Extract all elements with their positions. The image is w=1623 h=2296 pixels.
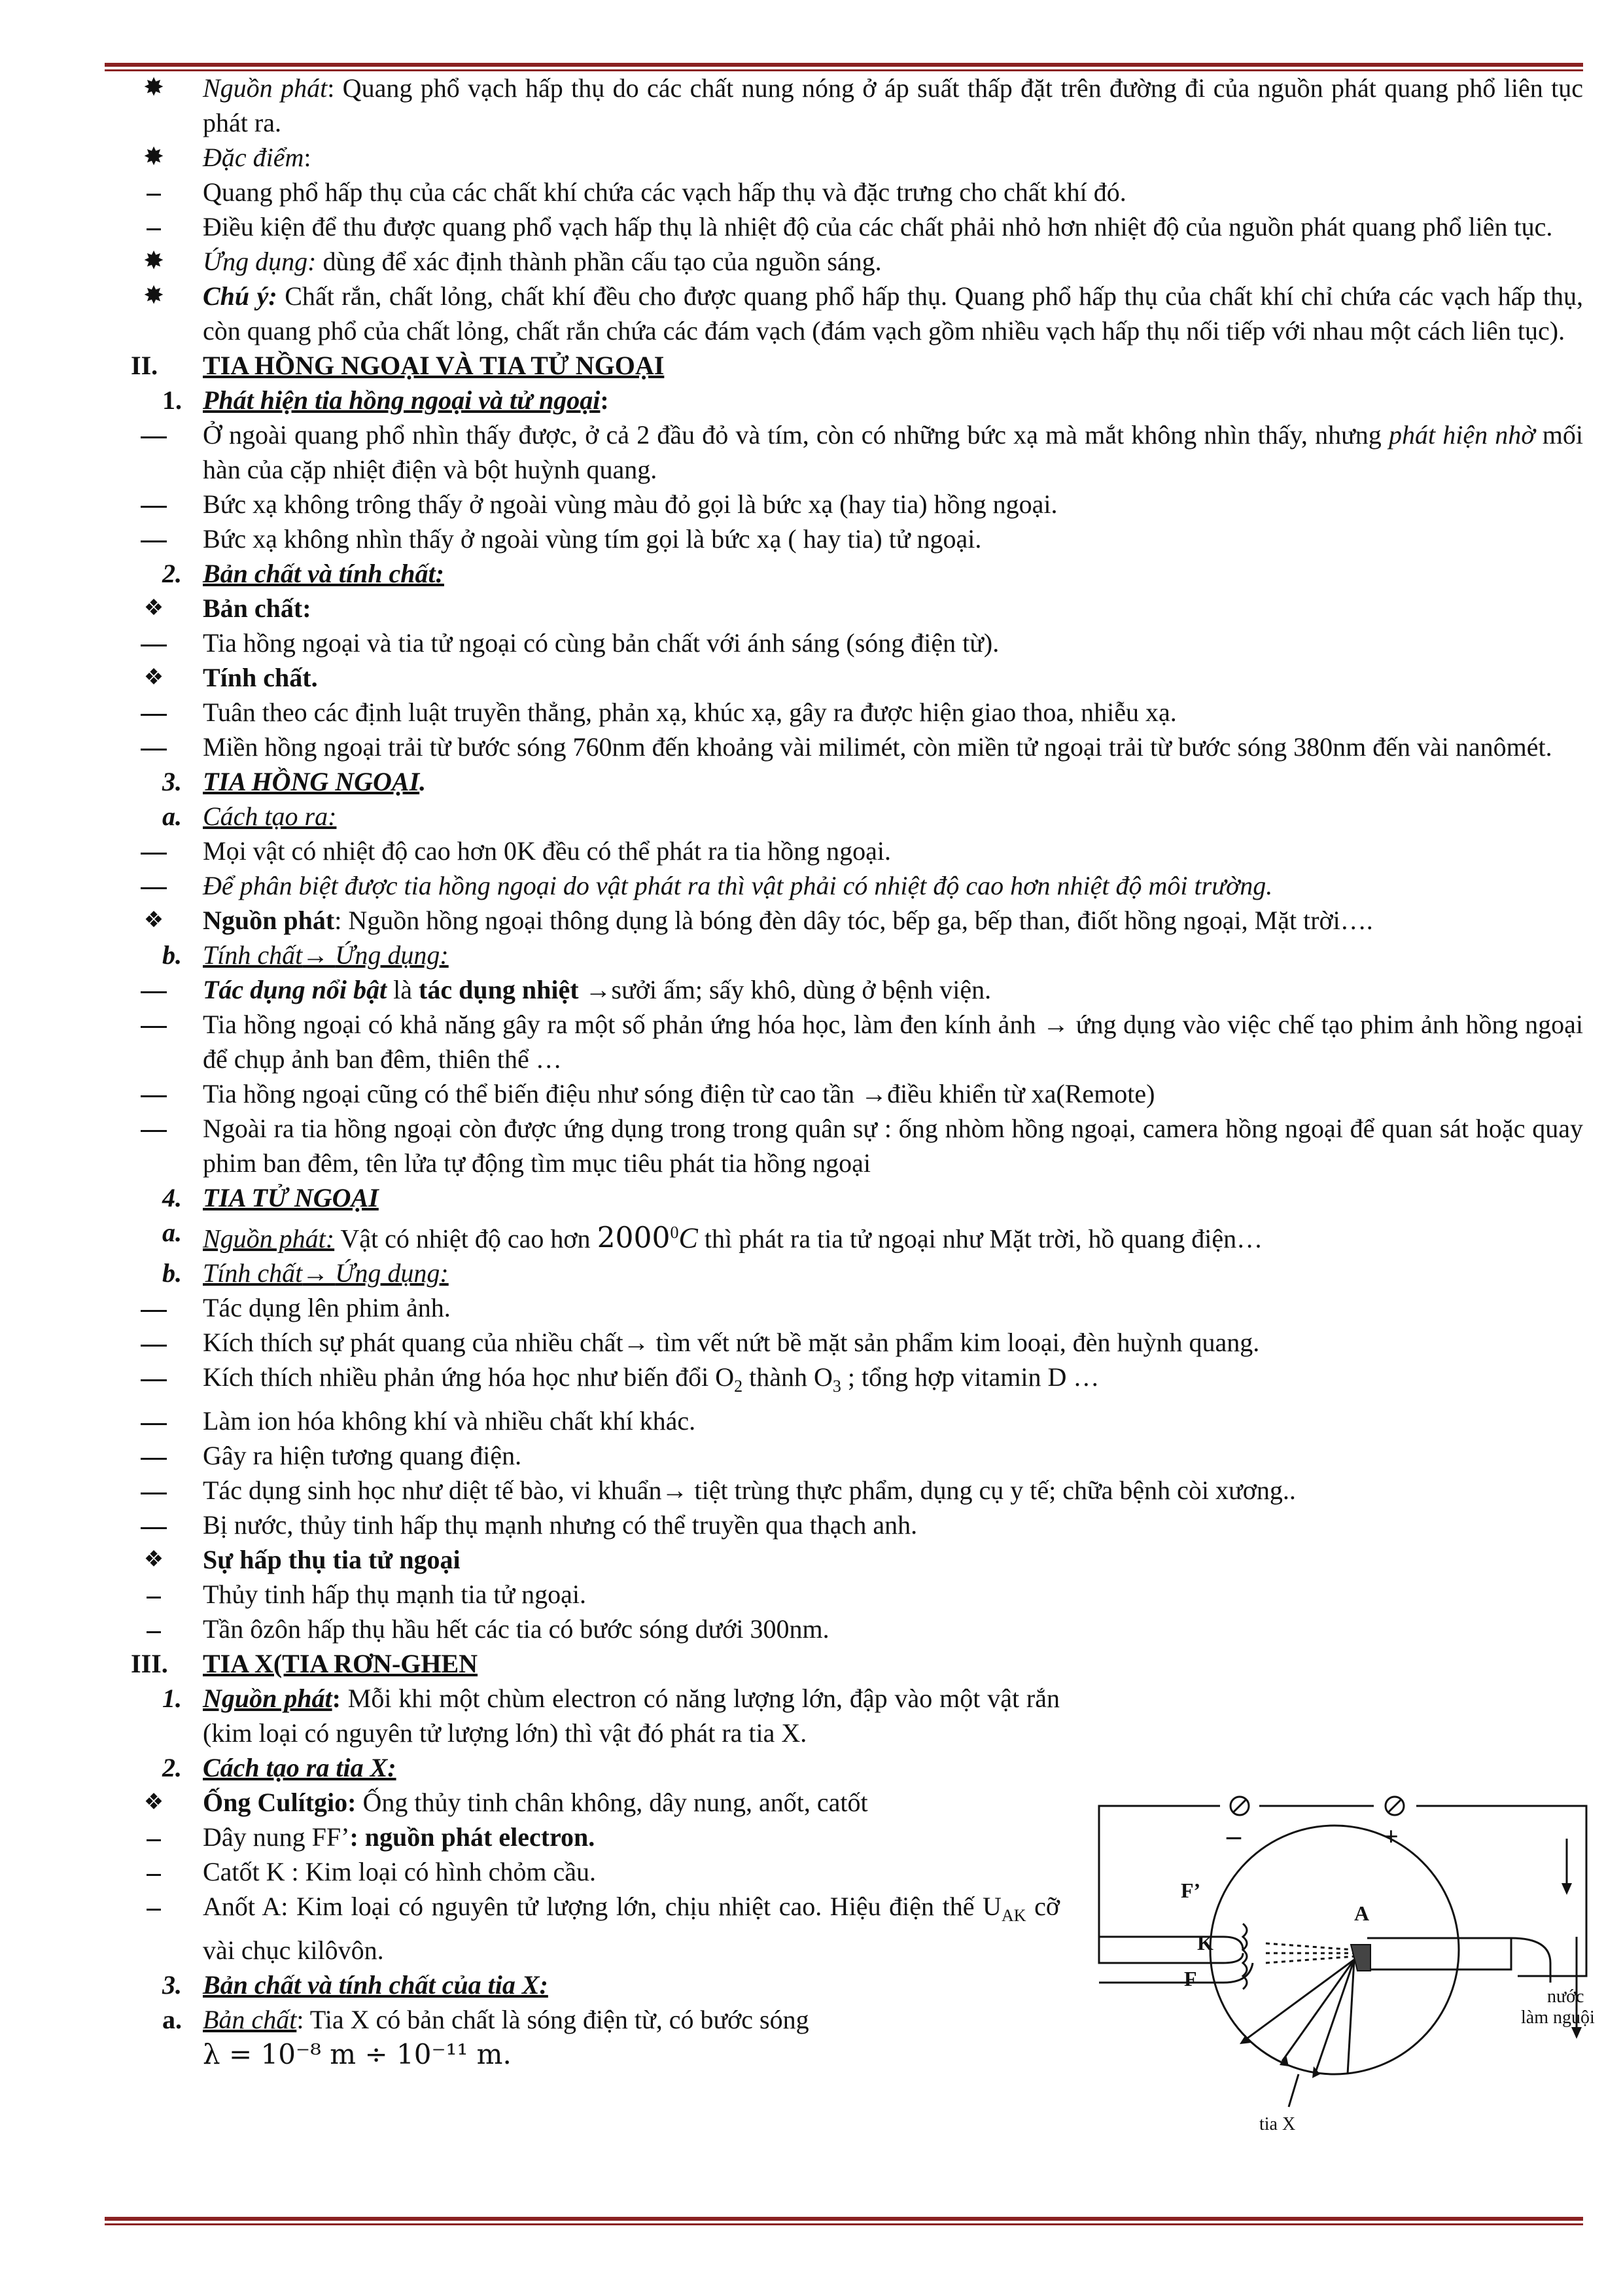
dash-bullet-icon bbox=[105, 1404, 203, 1438]
filament-coil-icon bbox=[1243, 1924, 1247, 1989]
dash-bullet-icon bbox=[105, 487, 203, 521]
text: thì phát ra tia tử ngoại như Mặt trời, hồ quang điện… bbox=[697, 1224, 1263, 1254]
subheading-number: 1. bbox=[162, 1684, 182, 1714]
section-title: TIA HỒNG NGOẠI VÀ TIA TỬ NGOẠI bbox=[203, 351, 665, 380]
dash-bullet-icon bbox=[105, 1360, 203, 1394]
electron-beam bbox=[1266, 1956, 1354, 1963]
text: Gây ra hiện tương quang điện. bbox=[203, 1441, 522, 1471]
subscript: AK bbox=[1001, 1906, 1026, 1926]
dash-bullet-icon bbox=[105, 417, 203, 452]
section-title: TIA X(TIA RƠN-GHEN bbox=[203, 1649, 478, 1679]
text: ; tổng hợp vitamin D … bbox=[841, 1362, 1100, 1392]
list-item bbox=[105, 175, 1583, 209]
nuoc-label: nước bbox=[1547, 1987, 1584, 2007]
diamond-bullet-icon: ❖ bbox=[143, 1547, 164, 1572]
list-item bbox=[105, 903, 1583, 938]
list-item bbox=[105, 1542, 1583, 1577]
star-bullet-icon: ✸ bbox=[143, 74, 164, 101]
nguon-phat-text: : Quang phổ vạch hấp thụ do các chất nung nóng ở áp suất thấp đặt trên đường đi của nguồn phát quang phổ liên tục phát ra. bbox=[203, 73, 1583, 137]
circuit-wire-right bbox=[1416, 1806, 1586, 1976]
text: Tia hồng ngoại có khả năng gây ra một số phản ứng hóa học, làm đen kính ảnh → ứng dụng vào việc chế tạo phim ảnh hồng ngoại để chụp ảnh ban đêm, thiên thể … bbox=[203, 1010, 1583, 1074]
subscript: 2 bbox=[734, 1377, 743, 1396]
tia-x-pointer bbox=[1289, 2074, 1299, 2107]
list-item bbox=[105, 1438, 1583, 1473]
list-item bbox=[105, 1820, 1060, 1854]
star-bullet-icon: ✸ bbox=[143, 143, 164, 171]
list-item bbox=[105, 1473, 1583, 1508]
subheading bbox=[105, 799, 1583, 834]
subheading-letter: b. bbox=[162, 940, 182, 970]
text: Ở ngoài quang phổ nhìn thấy được, ở cả 2 đầu đỏ và tím, còn có những bức xạ mà mắt không nhìn thấy, nhưng bbox=[203, 420, 1389, 450]
list-item bbox=[105, 1325, 1583, 1360]
list-item bbox=[105, 660, 1583, 695]
text: là bbox=[387, 975, 419, 1004]
text: Làm ion hóa không khí và nhiều chất khí khác. bbox=[203, 1406, 696, 1436]
text: Kích thích sự phát quang của nhiều chất→ tìm vết nứt bề mặt sản phẩm kim looại, đèn huỳnh quang. bbox=[203, 1328, 1260, 1358]
list-item bbox=[105, 244, 1583, 279]
list-item bbox=[105, 279, 1583, 348]
text: : Kim loại có hình chỏm cầu. bbox=[291, 1857, 596, 1887]
diamond-bullet-icon: ❖ bbox=[143, 596, 164, 620]
f-label: F bbox=[1184, 1967, 1197, 1990]
list-item bbox=[105, 626, 1583, 660]
text: Mỗi khi một chùm electron có năng lượng lớn, đập vào một vật rắn (kim loại có nguyên tử lượng lớn) thì vật đó phát ra tia X. bbox=[203, 1684, 1060, 1748]
text: : nguồn phát electron. bbox=[349, 1822, 595, 1852]
text: Tác dụng nổi bật bbox=[203, 975, 387, 1004]
text: Mọi vật có nhiệt độ cao hơn 0K đều có thể phát ra tia hồng ngoại. bbox=[203, 836, 891, 866]
subheading bbox=[105, 2002, 1060, 2037]
chu-y-text: Chất rắn, chất lỏng, chất khí đều cho được quang phổ hấp thụ. Quang phổ hấp thụ của chất khí chỉ chứa các vạch hấp thụ, còn quang phổ của chất lỏng, chất rắn chứa các đám vạch (đám vạch gồm nhiều vạch hấp thụ nối tiếp với nhau một cách liên tục). bbox=[203, 281, 1583, 345]
arrow-head-icon bbox=[1571, 2027, 1582, 2039]
dash-bullet-icon bbox=[105, 626, 203, 660]
dash-bullet-icon bbox=[105, 1076, 203, 1111]
dash-bullet-icon bbox=[105, 1111, 203, 1146]
terminal-slash bbox=[1233, 1799, 1246, 1812]
subheading bbox=[105, 1215, 1583, 1256]
k-label: K bbox=[1197, 1931, 1213, 1954]
section-number: III. bbox=[131, 1649, 168, 1679]
text: Vật có nhiệt độ cao hơn bbox=[334, 1224, 597, 1254]
list-item bbox=[105, 1785, 1060, 1820]
list-item bbox=[105, 1007, 1583, 1076]
subheading bbox=[105, 938, 1583, 972]
label: Tính chất. bbox=[203, 663, 318, 692]
subheading bbox=[105, 383, 1583, 417]
nguon-phat-label: Nguồn phát bbox=[203, 73, 328, 103]
formula-row bbox=[105, 2037, 1060, 2072]
diamond-bullet-icon: ❖ bbox=[143, 908, 164, 932]
label: Dây nung FF’ bbox=[203, 1822, 350, 1852]
list-item bbox=[105, 1111, 1583, 1180]
list-item bbox=[105, 140, 1583, 175]
dash-bullet-icon bbox=[105, 1854, 203, 1889]
dash-bullet-icon bbox=[105, 868, 203, 903]
text: cỡ vài chục kilôvôn. bbox=[203, 1892, 1060, 1966]
text: →sưởi ấm; sấy khô, dùng ở bệnh viện. bbox=[578, 975, 992, 1004]
list-item bbox=[105, 730, 1583, 764]
top-rule-thick bbox=[105, 63, 1583, 67]
dash-bullet-icon bbox=[105, 695, 203, 730]
text: Tác dụng lên phim ảnh. bbox=[203, 1293, 451, 1323]
text: Tia hồng ngoại và tia tử ngoại có cùng bản chất với ánh sáng (sóng điện từ). bbox=[203, 628, 1000, 658]
dash-bullet-icon bbox=[105, 1508, 203, 1542]
bottom-rule-thin bbox=[105, 2223, 1583, 2225]
label: Bản chất bbox=[203, 2005, 297, 2035]
label: Bản chất: bbox=[203, 593, 311, 623]
text: : Kim loại có nguyên tử lượng lớn, chịu nhiệt cao. Hiệu điện thế U bbox=[281, 1892, 1002, 1922]
subheading-number: 3. bbox=[162, 767, 182, 796]
subheading-title: TIA HỒNG NGOẠI bbox=[203, 767, 420, 796]
list-item bbox=[105, 1076, 1583, 1111]
cathode-neck-outer bbox=[1099, 1963, 1253, 1983]
text: mối hàn của cặp nhiệt điện và bột huỳnh quang. bbox=[203, 420, 1583, 484]
subheading-title: Cách tạo ra tia X: bbox=[203, 1753, 396, 1783]
dash-bullet-icon bbox=[105, 521, 203, 556]
diamond-bullet-icon: ❖ bbox=[143, 665, 164, 690]
dash-bullet-icon bbox=[105, 1325, 203, 1360]
label: Nguồn phát bbox=[203, 906, 335, 935]
terminal-slash bbox=[1388, 1799, 1401, 1812]
section-iii-column bbox=[105, 1681, 1060, 2072]
temperature: 2000 bbox=[597, 1221, 671, 1255]
dash-bullet-icon bbox=[105, 1438, 203, 1473]
f-prime-label: F’ bbox=[1181, 1879, 1201, 1902]
xray-ray bbox=[1282, 1960, 1354, 2061]
subheading-letter: a. bbox=[162, 802, 182, 831]
list-item bbox=[105, 1290, 1583, 1325]
arrow-head-icon bbox=[1280, 2055, 1289, 2066]
text: thành O bbox=[742, 1362, 833, 1392]
section-heading bbox=[105, 1646, 1583, 1681]
subheading-number: 1. bbox=[162, 385, 182, 415]
colon: : bbox=[304, 143, 311, 172]
label: Ứng dụng: bbox=[335, 1258, 449, 1288]
dot: . bbox=[419, 767, 427, 796]
subheading-title: Bản chất và tính chất: bbox=[203, 559, 444, 588]
dash-bullet-icon bbox=[105, 1577, 203, 1612]
list-item bbox=[105, 972, 1583, 1007]
text: Tia hồng ngoại cũng có thể biến điệu như sóng điện từ cao tần →điều khiển từ xa(Remote) bbox=[203, 1079, 1155, 1108]
label: Cách tạo ra: bbox=[203, 802, 337, 831]
dac-diem-label: Đặc điểm bbox=[203, 143, 304, 172]
subheading-letter: b. bbox=[162, 1258, 182, 1288]
arrow: → bbox=[302, 940, 336, 970]
bottom-rule-thick bbox=[105, 2217, 1583, 2221]
dash-bullet-icon bbox=[105, 209, 203, 244]
list-item bbox=[105, 695, 1583, 730]
subheading-number: 4. bbox=[162, 1183, 182, 1212]
subheading bbox=[105, 1256, 1583, 1290]
ung-dung-text: dùng để xác định thành phần cấu tạo của nguồn sáng. bbox=[316, 247, 882, 276]
xray-ray bbox=[1243, 1960, 1354, 2041]
list-item bbox=[105, 209, 1583, 244]
subheading-number: 3. bbox=[162, 1970, 182, 2000]
text: Miền hồng ngoại trải từ bước sóng 760nm đến khoảng vài milimét, còn miền tử ngoại trải từ bước sóng 380nm đến vài nanômét. bbox=[203, 732, 1552, 762]
electron-beam bbox=[1266, 1943, 1354, 1950]
degree: 0 bbox=[670, 1223, 679, 1242]
list-item bbox=[105, 1889, 1060, 1968]
text: Ngoài ra tia hồng ngoại còn được ứng dụng trong trong quân sự : ống nhòm hồng ngoại, camera hồng ngoại để quan sát hoặc quay phim ban đêm, tên lửa tự động tìm mục tiêu phát tia hồng ngoại bbox=[203, 1114, 1583, 1178]
list-item bbox=[105, 1612, 1583, 1646]
dac-diem-2: Điều kiện để thu được quang phổ vạch hấp thụ là nhiệt độ của các chất phải nhỏ hơn nhiệt độ của nguồn phát quang phổ liên tục. bbox=[203, 212, 1553, 241]
cathode-neck-top bbox=[1099, 1937, 1243, 1950]
subheading-letter: a. bbox=[162, 1218, 182, 1247]
dash-bullet-icon bbox=[105, 1612, 203, 1646]
list-item bbox=[105, 1404, 1583, 1438]
dash-bullet-icon bbox=[105, 730, 203, 764]
subheading bbox=[105, 764, 1583, 799]
text: tác dụng nhiệt bbox=[419, 975, 579, 1004]
text: Để phân biệt được tia hồng ngoại do vật phát ra thì vật phải có nhiệt độ cao hơn nhiệt độ môi trường. bbox=[203, 871, 1273, 900]
text: Tác dụng sinh học như diệt tế bào, vi khuẩn→ tiệt trùng thực phẩm, dụng cụ y tế; chữa bệnh còi xương.. bbox=[203, 1475, 1296, 1506]
ung-dung-label: Ứng dụng: bbox=[203, 247, 317, 276]
text: Ống thủy tinh chân không, dây nung, anốt, catốt bbox=[356, 1788, 868, 1818]
arrow-head-icon bbox=[1562, 1883, 1572, 1895]
subheading-title: Phát hiện tia hồng ngoại và tử ngoại bbox=[203, 385, 601, 415]
diamond-bullet-icon: ❖ bbox=[143, 1790, 164, 1815]
text: Bức xạ không nhìn thấy ở ngoài vùng tím gọi là bức xạ ( hay tia) tử ngoại. bbox=[203, 524, 982, 554]
subscript: 3 bbox=[832, 1377, 841, 1396]
list-item bbox=[105, 1360, 1583, 1404]
list-item bbox=[105, 591, 1583, 626]
colon: : bbox=[600, 385, 609, 415]
label: Tính chất bbox=[203, 1258, 303, 1288]
label: Tính chất bbox=[203, 940, 303, 970]
subheading bbox=[105, 1968, 1060, 2002]
text: Bức xạ không trông thấy ở ngoài vùng màu đỏ gọi là bức xạ (hay tia) hồng ngoại. bbox=[203, 489, 1058, 519]
anode-rod bbox=[1367, 1938, 1511, 1969]
italic-text: phát hiện nhờ bbox=[1388, 420, 1535, 450]
list-item bbox=[105, 417, 1583, 487]
text: Tia X có bản chất là sóng điện từ, có bước sóng bbox=[304, 2005, 809, 2035]
star-bullet-icon: ✸ bbox=[143, 282, 164, 309]
subheading-number: 2. bbox=[162, 1753, 182, 1783]
subheading-title: TIA TỬ NGOẠI bbox=[203, 1183, 379, 1212]
subheading bbox=[105, 556, 1583, 591]
colon: : bbox=[332, 1684, 341, 1714]
list-item bbox=[105, 834, 1583, 868]
section-number: II. bbox=[131, 351, 158, 380]
lam-nguoi-label: làm nguội bbox=[1521, 2007, 1595, 2028]
label: Nguồn phát: bbox=[203, 1224, 335, 1254]
list-item bbox=[105, 521, 1583, 556]
chu-y-label: Chú ý: bbox=[203, 281, 277, 311]
dash-bullet-icon bbox=[105, 1889, 203, 1924]
plus-label: + bbox=[1384, 1822, 1399, 1851]
list-item bbox=[105, 1508, 1583, 1542]
colon: : bbox=[296, 2005, 304, 2035]
subheading bbox=[105, 1180, 1583, 1215]
cathode-neck-bottom bbox=[1119, 1953, 1243, 1963]
subheading-letter: a. bbox=[162, 2005, 182, 2035]
dash-bullet-icon bbox=[105, 175, 203, 209]
list-item bbox=[105, 1577, 1583, 1612]
text: Bị nước, thủy tinh hấp thụ mạnh nhưng có thể truyền qua thạch anh. bbox=[203, 1510, 918, 1540]
dash-bullet-icon bbox=[105, 972, 203, 1007]
subheading bbox=[105, 1750, 1060, 1785]
dash-bullet-icon bbox=[105, 1290, 203, 1325]
dash-bullet-icon bbox=[105, 1820, 203, 1854]
text: Thủy tinh hấp thụ mạnh tia tử ngoại. bbox=[203, 1580, 587, 1610]
arrow: → bbox=[302, 1258, 336, 1288]
dash-bullet-icon bbox=[105, 1473, 203, 1508]
list-item bbox=[105, 868, 1583, 903]
tia-x-label: tia X bbox=[1259, 2114, 1296, 2134]
dac-diem-1: Quang phổ hấp thụ của các chất khí chứa các vạch hấp thụ và đặc trưng cho chất khí đó. bbox=[203, 177, 1126, 207]
xray-tube-diagram bbox=[1092, 1767, 1596, 2172]
text: : Nguồn hồng ngoại thông dụng là bóng đèn dây tóc, bếp ga, bếp than, điốt hồng ngoại, Mặt trời…. bbox=[334, 906, 1373, 935]
section-heading bbox=[105, 348, 1583, 383]
subheading-number: 2. bbox=[162, 559, 182, 588]
dash-bullet-icon bbox=[105, 834, 203, 868]
minus-label: – bbox=[1227, 1820, 1241, 1852]
label: Catốt K bbox=[203, 1857, 292, 1887]
label: Nguồn phát bbox=[203, 1684, 332, 1714]
label: Anốt A bbox=[203, 1892, 281, 1922]
list-item bbox=[105, 1854, 1060, 1889]
text: Kích thích nhiều phản ứng hóa học như biến đổi O bbox=[203, 1362, 735, 1392]
label: Ống Culítgio: bbox=[203, 1788, 357, 1818]
subheading-title: Bản chất và tính chất của tia X: bbox=[203, 1970, 548, 2000]
label: Sự hấp thụ tia tử ngoại bbox=[203, 1545, 461, 1575]
list-item bbox=[105, 487, 1583, 521]
wavelength-formula: λ = 10⁻⁸ m ÷ 10⁻¹¹ m. bbox=[203, 2038, 512, 2071]
a-label: A bbox=[1354, 1901, 1370, 1925]
unit: C bbox=[678, 1222, 698, 1254]
text: Tần ôzôn hấp thụ hầu hết các tia có bước sóng dưới 300nm. bbox=[203, 1614, 829, 1644]
text: Tuân theo các định luật truyền thẳng, phản xạ, khúc xạ, gây ra được hiện giao thoa, nhiễu xạ. bbox=[203, 698, 1177, 727]
label: Ứng dụng: bbox=[335, 940, 449, 970]
dash-bullet-icon bbox=[105, 1007, 203, 1042]
star-bullet-icon: ✸ bbox=[143, 247, 164, 275]
list-item bbox=[105, 71, 1583, 140]
subheading bbox=[105, 1681, 1060, 1750]
